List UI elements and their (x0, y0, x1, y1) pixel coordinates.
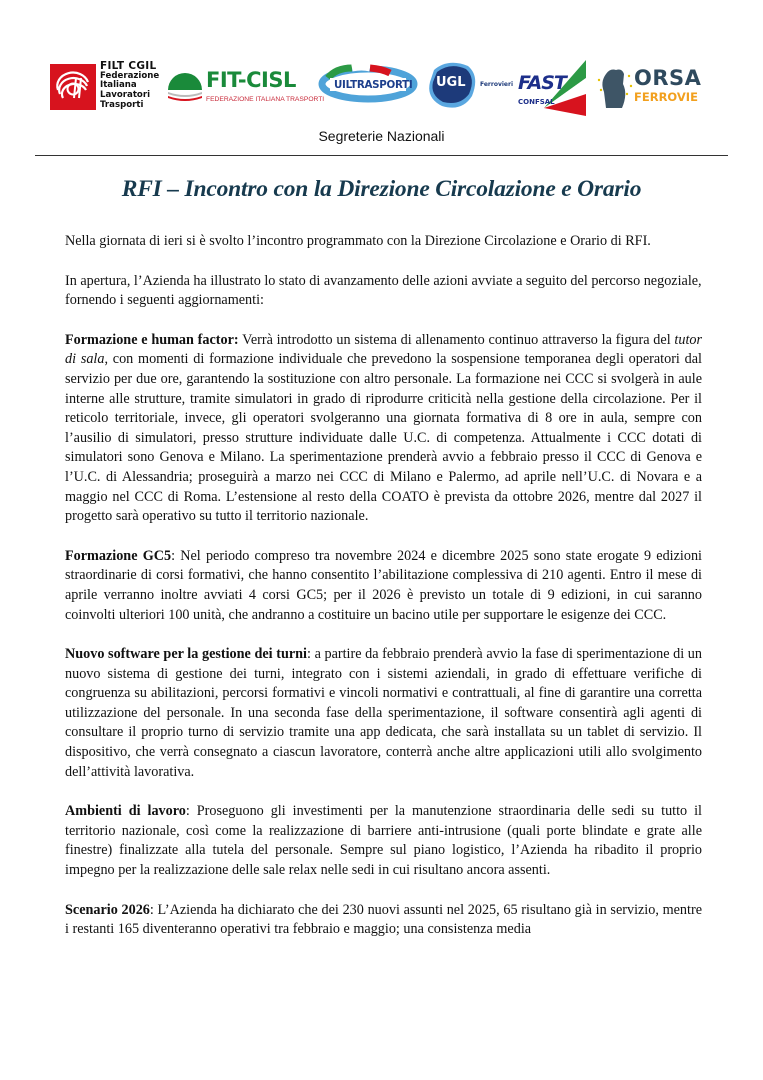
paragraph-formazione-human-factor: Formazione e human factor: Verrà introdotto un sistema di allenamento continuo attraverso la figura del tutor di sala, con momenti di formazione individuale che prevedono la sospensione temporanea degli operatori dal servizio per due ore, garantendo la sostituzione con altro personale. La formazione nei CCC si svolgerà in aule interne alle strutture, tramite simulatori in grado di riprodurre criticità nella gestione della circolazione. Per il reticolo territoriale, invece, gli operatori svolgeranno una giornata formativa di 8 ore in aula, sempre con l’ausilio di simulatori, presso strutture individuate dalle U.C. di competenza. Attualmente i CCC dotati di simulatori sono Genova e Milano. La sperimentazione prenderà avvio a febbraio presso il CCC di Genova e l’U.C. di Alessandria; proseguirà a marzo nei CCC di Milano e Palermo, ad aprile nell’U.C. di Novara e a maggio nel CCC di Roma. L’estensione al resto della COATO è prevista da ottobre 2026, mentre dal 2027 il progetto sarà operativo su tutto il territorio nazionale. (65, 331, 703, 525)
paragraph-intro: Nella giornata di ieri si è svolto l’incontro programmato con la Direzione Circolazione e Orario di RFI. (65, 233, 651, 249)
section-heading: Ambienti di lavoro (65, 803, 186, 820)
section-heading: Formazione GC5 (65, 547, 172, 564)
header-divider (35, 155, 728, 156)
document-body (65, 232, 702, 960)
filt-cgil-logo (48, 58, 160, 116)
fit-cisl-logo: FIT-CISL FEDERAZIONE ITALIANA TRASPORTI (166, 58, 318, 116)
section-heading: Nuovo software per la gestione dei turni (65, 646, 307, 663)
filt-cgil-emblem-icon (50, 64, 96, 110)
orsa-ferrovie-logo: ORSA FERROVIE (596, 58, 718, 116)
section-heading: Formazione e human factor: (65, 331, 239, 348)
ugl-ferrovieri-logo: UGL Ferrovieri (428, 58, 512, 116)
paragraph-formazione-gc5: Formazione GC5: Nel periodo compreso tra novembre 2024 e dicembre 2025 sono state erogate 9 edizioni straordinarie di corsi formativi, che hanno consentito l’abilitazione complessiva di 210 agenti. Entro il mese di aprile verranno inoltre avviati 4 corsi GC5; per il 2026 è previsto un totale di 9 edizioni, in cui saranno coinvolti ulteriori 100 unità, che andranno a costituire un bacino utile per supportare le esigenze dei CCC. (65, 547, 702, 623)
filt-cgil-text: FILT CGIL Federazione Italiana Lavoratori Trasporti (100, 60, 160, 110)
uiltrasporti-logo: UILTRASPORTI (318, 58, 422, 116)
document-title: RFI – Incontro con la Direzione Circolazione e Orario (121, 176, 642, 202)
union-logos-bar (48, 58, 718, 116)
paragraph-opening: In apertura, l’Azienda ha illustrato lo stato di avanzamento delle azioni avviate a seguito del percorso negoziale, fornendo i seguenti aggiornamenti: (65, 272, 702, 309)
paragraph-scenario-2026: Scenario 2026: L’Azienda ha dichiarato che dei 230 nuovi assunti nel 2025, 65 risultano già in servizio, mentre i restanti 165 diventeranno operativi tra febbraio e maggio; una consistenza media (65, 901, 702, 938)
bear-icon (596, 64, 634, 110)
paragraph-ambienti-lavoro: Ambienti di lavoro: Proseguono gli investimenti per la manutenzione straordinaria delle sedi su tutto il territorio nazionale, così come la realizzazione di barriere anti-intrusione (quali porte blindate e grate alle finestre) finalizzate alla tutela del personale. Sempre sul piano logistico, l’Azienda ha ribadito il proprio impegno per la realizzazione delle sale relax nelle sedi in cui risultano ancora assenti. (65, 803, 702, 879)
segreterie-nazionali-heading: Segreterie Nazionali (318, 128, 445, 144)
fast-confsal-logo: FAST CONFSAL (514, 58, 588, 116)
section-heading: Scenario 2026 (65, 901, 150, 918)
fit-cisl-dome-icon (166, 70, 204, 104)
paragraph-nuovo-software: Nuovo software per la gestione dei turni: a partire da febbraio prenderà avvio la fase di sperimentazione di un nuovo sistema di gestione dei turni, integrato con i sistemi aziendali, in grado di effettuare verifiche di congruenza su abilitazioni, percorsi formativi e vincoli normativi e contrattuali, al fine di garantire una corretta utilizzazione del personale. In una seconda fase della sperimentazione, il software consentirà agli agenti di consultare il proprio turno di servizio tramite una app dedicata, che sarà installata su un tablet di servizio. Il dispositivo, che verrà consegnato a ciascun lavoratore, conterrà anche altre applicazioni utili allo svolgimento dell’attività lavorativa. (65, 646, 702, 780)
